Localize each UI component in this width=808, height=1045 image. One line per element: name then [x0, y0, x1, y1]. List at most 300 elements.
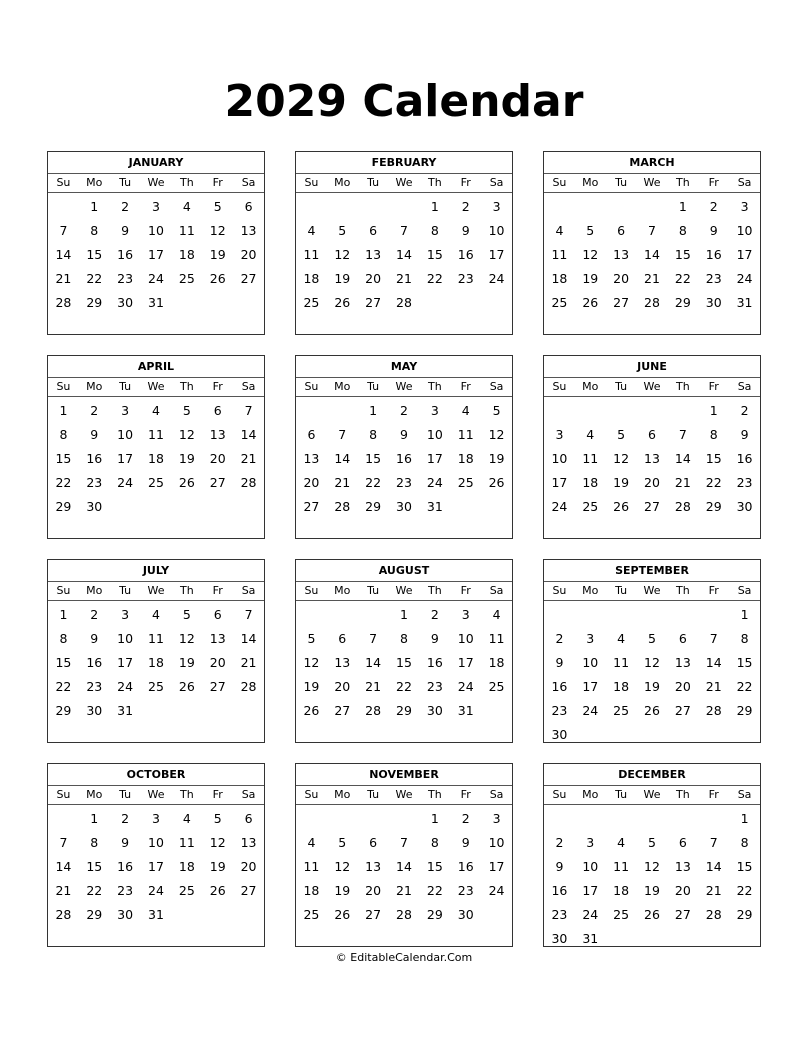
day-cell: 6	[213, 607, 222, 622]
weekday-label: Mo	[86, 380, 103, 393]
day-cell: 21	[365, 679, 382, 694]
day-cell: 24	[488, 883, 505, 898]
day-cell: 30	[396, 499, 412, 514]
day-cell: 24	[582, 703, 599, 718]
weekday-label: Th	[676, 176, 690, 189]
weekday-label: Mo	[582, 380, 599, 393]
day-cell: 1	[709, 403, 718, 418]
weekday-header	[296, 581, 512, 601]
weekday-header	[48, 785, 264, 805]
days-grid	[544, 805, 760, 951]
day-cell: 23	[426, 679, 443, 694]
month-name: JULY	[142, 564, 170, 577]
day-cell: 5	[648, 835, 656, 850]
weekday-label: Th	[428, 788, 442, 801]
day-cell: 25	[178, 883, 195, 898]
weekday-label: Th	[180, 176, 194, 189]
day-cell: 22	[86, 271, 103, 286]
month-july	[47, 559, 265, 743]
day-cell: 29	[736, 907, 753, 922]
weekday-label: Mo	[334, 584, 351, 597]
day-cell: 28	[240, 475, 257, 490]
day-cell: 4	[586, 427, 595, 442]
day-cell: 7	[244, 403, 253, 418]
days-grid	[296, 193, 512, 315]
day-cell: 9	[430, 631, 439, 646]
days-grid	[48, 397, 264, 519]
day-cell: 4	[555, 223, 564, 238]
weekday-header	[544, 377, 760, 397]
weekday-label: Fr	[460, 176, 471, 189]
day-cell: 3	[152, 811, 160, 826]
month-name: SEPTEMBER	[615, 564, 689, 577]
day-cell: 29	[55, 703, 72, 718]
empty-day-cell	[296, 603, 327, 627]
day-cell: 11	[178, 835, 195, 850]
day-cell: 19	[209, 247, 226, 262]
day-cell: 8	[430, 223, 439, 238]
day-cell: 14	[240, 427, 257, 442]
day-cell: 26	[334, 295, 351, 310]
empty-day-cell	[698, 807, 729, 831]
day-cell: 30	[117, 907, 134, 922]
day-cell: 20	[365, 271, 382, 286]
day-cell: 22	[426, 883, 443, 898]
day-cell: 2	[461, 199, 470, 214]
day-cell: 27	[209, 475, 226, 490]
day-cell: 10	[117, 427, 134, 442]
day-cell: 25	[303, 295, 320, 310]
weekday-header	[296, 785, 512, 805]
weekday-label: Fr	[460, 788, 471, 801]
day-cell: 26	[334, 907, 351, 922]
weekday-label: Sa	[489, 584, 504, 597]
day-cell: 25	[178, 271, 195, 286]
empty-day-cell	[667, 399, 698, 423]
day-cell: 12	[209, 223, 226, 238]
day-cell: 3	[586, 631, 595, 646]
empty-day-cell	[575, 195, 606, 219]
day-cell: 23	[736, 475, 753, 490]
day-cell: 14	[705, 859, 722, 874]
day-cell: 15	[396, 655, 412, 670]
day-cell: 7	[400, 835, 408, 850]
day-cell: 10	[582, 655, 599, 670]
day-cell: 14	[334, 451, 351, 466]
day-cell: 11	[303, 859, 320, 874]
empty-day-cell	[575, 603, 606, 627]
weekday-label: Su	[56, 380, 71, 393]
day-cell: 26	[303, 703, 320, 718]
weekday-label: Su	[552, 380, 567, 393]
weekday-label: We	[147, 380, 165, 393]
footer-credit: © EditableCalendar.Com	[335, 951, 473, 964]
day-cell: 1	[400, 607, 408, 622]
day-cell: 19	[178, 451, 195, 466]
day-cell: 17	[551, 475, 568, 490]
day-cell: 16	[551, 679, 568, 694]
weekday-label: Sa	[737, 584, 752, 597]
month-name: AUGUST	[378, 564, 430, 577]
day-cell: 16	[86, 451, 103, 466]
days-grid	[296, 601, 512, 723]
weekday-label: Tu	[615, 176, 628, 189]
weekday-header	[544, 581, 760, 601]
weekday-label: Mo	[86, 788, 103, 801]
weekday-header	[48, 581, 264, 601]
month-name: DECEMBER	[618, 768, 686, 781]
day-cell: 2	[121, 199, 130, 214]
day-cell: 16	[117, 859, 134, 874]
day-cell: 27	[674, 907, 691, 922]
day-cell: 23	[551, 703, 568, 718]
weekday-label: Fr	[460, 584, 471, 597]
day-cell: 21	[55, 883, 72, 898]
day-cell: 25	[613, 703, 630, 718]
day-cell: 28	[644, 295, 660, 310]
day-cell: 30	[86, 499, 103, 514]
day-cell: 13	[334, 655, 351, 670]
day-cell: 7	[338, 427, 347, 442]
day-cell: 3	[492, 811, 501, 826]
day-cell: 17	[582, 679, 599, 694]
weekday-label: Tu	[119, 788, 132, 801]
empty-day-cell	[606, 603, 637, 627]
day-cell: 4	[152, 403, 160, 418]
day-cell: 20	[365, 883, 382, 898]
day-cell: 20	[334, 679, 351, 694]
empty-day-cell	[48, 807, 79, 831]
day-cell: 5	[617, 427, 626, 442]
day-cell: 5	[213, 811, 222, 826]
day-cell: 22	[86, 883, 103, 898]
day-cell: 26	[613, 499, 630, 514]
days-grid	[544, 397, 760, 519]
weekday-label: We	[643, 584, 661, 597]
day-cell: 8	[430, 835, 439, 850]
weekday-label: Fr	[212, 788, 223, 801]
day-cell: 14	[55, 247, 72, 262]
day-cell: 4	[152, 607, 160, 622]
weekday-header	[544, 785, 760, 805]
month-october	[47, 763, 265, 947]
weekday-label: Tu	[615, 380, 628, 393]
empty-day-cell	[327, 603, 358, 627]
empty-day-cell	[389, 807, 420, 831]
day-cell: 4	[461, 403, 470, 418]
day-cell: 9	[555, 859, 564, 874]
days-grid	[48, 193, 264, 315]
weekday-label: We	[395, 176, 413, 189]
weekday-label: Su	[552, 176, 567, 189]
weekday-label: Mo	[334, 176, 351, 189]
day-cell: 10	[457, 631, 474, 646]
day-cell: 17	[117, 655, 134, 670]
day-cell: 23	[86, 475, 103, 490]
day-cell: 11	[551, 247, 568, 262]
day-cell: 10	[551, 451, 568, 466]
day-cell: 13	[674, 859, 691, 874]
day-cell: 12	[644, 655, 660, 670]
day-cell: 28	[365, 703, 382, 718]
day-cell: 2	[90, 607, 99, 622]
weekday-label: Su	[552, 788, 567, 801]
day-cell: 25	[488, 679, 505, 694]
day-cell: 22	[736, 679, 753, 694]
day-cell: 6	[678, 631, 687, 646]
empty-day-cell	[637, 603, 668, 627]
day-cell: 2	[430, 607, 439, 622]
day-cell: 20	[209, 451, 226, 466]
day-cell: 4	[307, 835, 316, 850]
weekday-label: Fr	[708, 584, 719, 597]
day-cell: 3	[586, 835, 595, 850]
day-cell: 24	[736, 271, 753, 286]
day-cell: 9	[461, 835, 470, 850]
day-cell: 13	[209, 427, 226, 442]
empty-day-cell	[389, 195, 420, 219]
day-cell: 29	[736, 703, 753, 718]
day-cell: 30	[551, 727, 568, 742]
day-cell: 21	[55, 271, 72, 286]
day-cell: 28	[334, 499, 351, 514]
day-cell: 13	[240, 835, 257, 850]
day-cell: 19	[334, 271, 351, 286]
month-name: APRIL	[137, 360, 175, 373]
day-cell: 25	[148, 679, 164, 694]
day-cell: 14	[365, 655, 382, 670]
weekday-label: Sa	[241, 380, 256, 393]
day-cell: 3	[492, 199, 501, 214]
empty-day-cell	[667, 807, 698, 831]
day-cell: 16	[551, 883, 568, 898]
day-cell: 3	[740, 199, 749, 214]
weekday-label: Sa	[489, 176, 504, 189]
day-cell: 19	[488, 451, 505, 466]
day-cell: 23	[551, 907, 568, 922]
weekday-label: Sa	[737, 788, 752, 801]
day-cell: 30	[457, 907, 474, 922]
day-cell: 14	[705, 655, 722, 670]
empty-day-cell	[358, 195, 389, 219]
day-cell: 7	[648, 223, 656, 238]
days-grid	[544, 193, 760, 315]
empty-day-cell	[327, 807, 358, 831]
day-cell: 29	[365, 499, 382, 514]
day-cell: 10	[117, 631, 134, 646]
day-cell: 4	[182, 199, 191, 214]
weekday-label: Su	[552, 584, 567, 597]
weekday-label: Th	[676, 788, 690, 801]
day-cell: 9	[400, 427, 408, 442]
day-cell: 24	[426, 475, 443, 490]
month-name: OCTOBER	[126, 768, 186, 781]
day-cell: 29	[426, 907, 443, 922]
day-cell: 30	[705, 295, 722, 310]
day-cell: 27	[334, 703, 351, 718]
day-cell: 25	[457, 475, 474, 490]
day-cell: 7	[59, 223, 68, 238]
weekday-label: Su	[304, 176, 319, 189]
weekday-label: Th	[428, 584, 442, 597]
day-cell: 23	[117, 883, 134, 898]
weekday-label: Th	[676, 380, 690, 393]
weekday-label: We	[395, 584, 413, 597]
empty-day-cell	[358, 603, 389, 627]
day-cell: 10	[148, 835, 164, 850]
day-cell: 22	[55, 679, 72, 694]
day-cell: 29	[705, 499, 722, 514]
day-cell: 5	[182, 403, 191, 418]
day-cell: 20	[303, 475, 320, 490]
day-cell: 27	[365, 295, 382, 310]
empty-day-cell	[575, 399, 606, 423]
day-cell: 5	[492, 403, 501, 418]
weekday-label: Su	[304, 584, 319, 597]
day-cell: 6	[369, 835, 378, 850]
day-cell: 15	[736, 655, 753, 670]
day-cell: 24	[117, 475, 134, 490]
day-cell: 7	[369, 631, 378, 646]
day-cell: 9	[555, 655, 564, 670]
day-cell: 30	[86, 703, 103, 718]
day-cell: 28	[55, 907, 72, 922]
empty-day-cell	[637, 807, 668, 831]
day-cell: 3	[430, 403, 439, 418]
day-cell: 1	[369, 403, 378, 418]
day-cell: 16	[426, 655, 443, 670]
day-cell: 17	[117, 451, 134, 466]
day-cell: 11	[457, 427, 474, 442]
day-cell: 14	[240, 631, 257, 646]
day-cell: 7	[709, 835, 718, 850]
day-cell: 3	[121, 403, 130, 418]
day-cell: 24	[551, 499, 568, 514]
day-cell: 8	[369, 427, 378, 442]
day-cell: 22	[736, 883, 753, 898]
day-cell: 4	[492, 607, 501, 622]
month-august	[295, 559, 513, 743]
day-cell: 8	[678, 223, 687, 238]
day-cell: 22	[365, 475, 382, 490]
weekday-label: Tu	[615, 788, 628, 801]
day-cell: 19	[178, 655, 195, 670]
day-cell: 19	[644, 679, 660, 694]
empty-day-cell	[606, 399, 637, 423]
day-cell: 17	[736, 247, 753, 262]
day-cell: 18	[457, 451, 474, 466]
day-cell: 28	[240, 679, 257, 694]
day-cell: 16	[86, 655, 103, 670]
empty-day-cell	[296, 195, 327, 219]
day-cell: 30	[551, 931, 568, 946]
day-cell: 17	[488, 247, 505, 262]
weekday-header	[296, 173, 512, 193]
weekday-label: Mo	[582, 584, 599, 597]
weekday-header	[48, 377, 264, 397]
day-cell: 1	[740, 607, 749, 622]
month-april	[47, 355, 265, 539]
day-cell: 6	[244, 811, 253, 826]
day-cell: 14	[55, 859, 72, 874]
day-cell: 13	[209, 631, 226, 646]
day-cell: 5	[307, 631, 316, 646]
day-cell: 21	[674, 475, 691, 490]
day-cell: 28	[396, 295, 412, 310]
day-cell: 31	[148, 295, 164, 310]
day-cell: 10	[582, 859, 599, 874]
weekday-label: We	[643, 176, 661, 189]
day-cell: 16	[736, 451, 753, 466]
days-grid	[48, 601, 264, 723]
days-grid	[296, 397, 512, 519]
empty-day-cell	[637, 195, 668, 219]
day-cell: 1	[740, 811, 749, 826]
day-cell: 8	[709, 427, 718, 442]
day-cell: 31	[117, 703, 134, 718]
day-cell: 21	[644, 271, 660, 286]
day-cell: 18	[178, 247, 195, 262]
day-cell: 18	[488, 655, 505, 670]
day-cell: 21	[705, 883, 722, 898]
day-cell: 5	[338, 835, 347, 850]
day-cell: 29	[86, 907, 103, 922]
day-cell: 18	[148, 451, 164, 466]
weekday-label: Su	[304, 788, 319, 801]
day-cell: 14	[396, 247, 412, 262]
day-cell: 18	[613, 883, 630, 898]
day-cell: 4	[307, 223, 316, 238]
day-cell: 6	[617, 223, 626, 238]
month-january	[47, 151, 265, 335]
day-cell: 19	[334, 883, 351, 898]
weekday-label: Th	[180, 788, 194, 801]
day-cell: 2	[90, 403, 99, 418]
day-cell: 21	[240, 451, 257, 466]
day-cell: 5	[338, 223, 347, 238]
day-cell: 15	[426, 859, 443, 874]
day-cell: 19	[644, 883, 660, 898]
day-cell: 27	[613, 295, 630, 310]
day-cell: 28	[55, 295, 72, 310]
weekday-label: We	[395, 788, 413, 801]
day-cell: 20	[613, 271, 630, 286]
day-cell: 13	[674, 655, 691, 670]
day-cell: 8	[740, 631, 749, 646]
day-cell: 23	[705, 271, 722, 286]
day-cell: 7	[244, 607, 253, 622]
day-cell: 27	[240, 883, 257, 898]
day-cell: 18	[303, 271, 320, 286]
day-cell: 19	[613, 475, 630, 490]
day-cell: 17	[488, 859, 505, 874]
day-cell: 14	[674, 451, 691, 466]
day-cell: 24	[148, 883, 164, 898]
weekday-label: Mo	[86, 584, 103, 597]
day-cell: 23	[86, 679, 103, 694]
day-cell: 26	[488, 475, 505, 490]
month-name: MARCH	[629, 156, 675, 169]
month-name: MAY	[390, 360, 418, 373]
day-cell: 27	[674, 703, 691, 718]
day-cell: 31	[426, 499, 443, 514]
day-cell: 1	[678, 199, 687, 214]
weekday-label: Tu	[367, 584, 380, 597]
day-cell: 17	[148, 247, 164, 262]
weekday-label: Tu	[367, 380, 380, 393]
day-cell: 15	[55, 655, 72, 670]
day-cell: 1	[430, 199, 439, 214]
